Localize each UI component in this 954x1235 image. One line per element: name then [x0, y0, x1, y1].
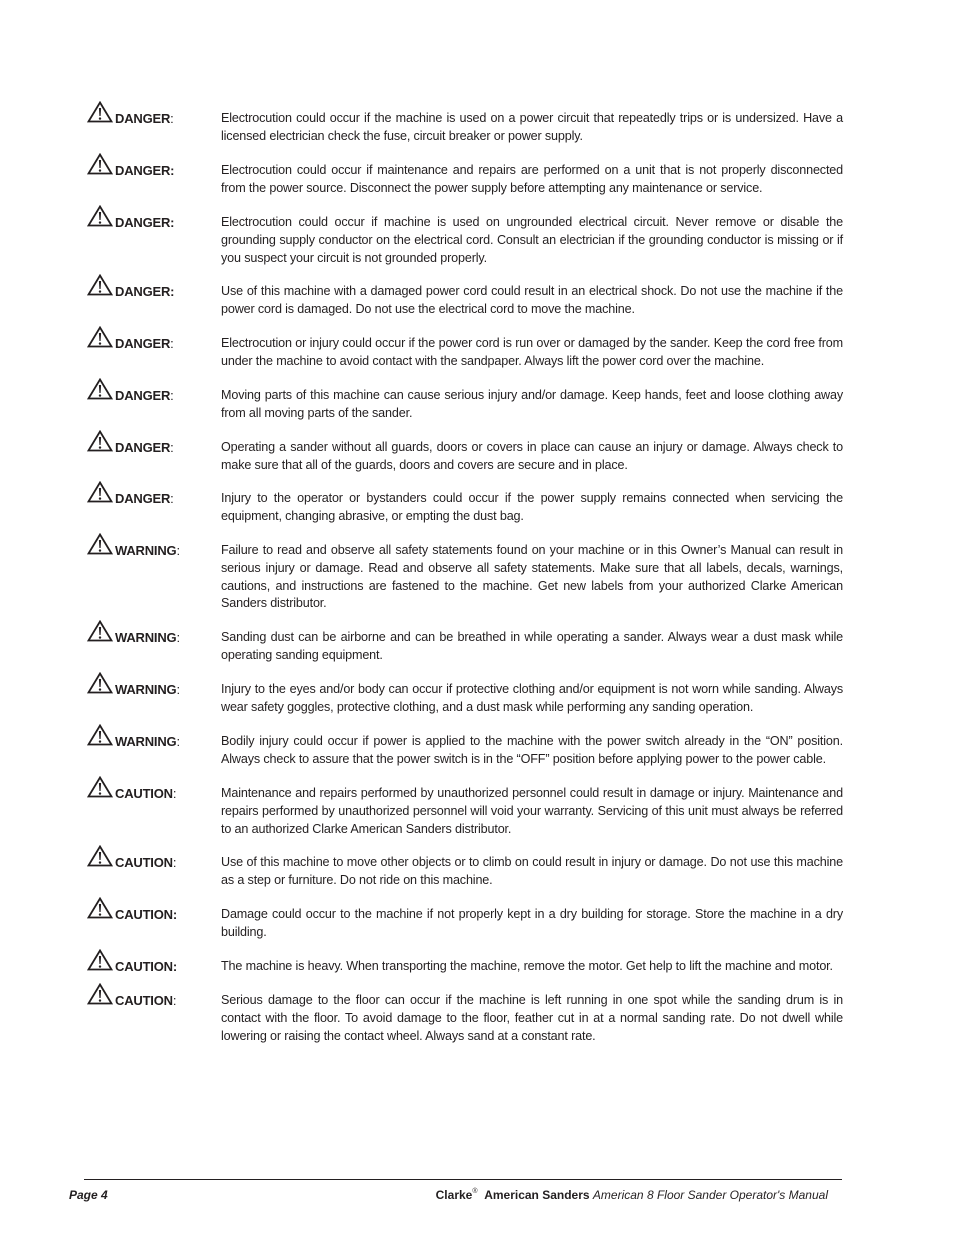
statement-label	[87, 490, 174, 508]
statement-text: Moving parts of this machine can cause serious injury and/or damage. Keep hands, feet and loose clothing away from all moving parts of the sander.	[221, 388, 843, 420]
signal-colon: :	[172, 855, 177, 870]
signal-colon: :	[176, 543, 181, 558]
statement-label	[87, 542, 180, 560]
signal-word: CAUTION:	[115, 907, 177, 922]
signal-word: CAUTION:	[115, 959, 177, 974]
statement-label	[87, 958, 177, 976]
statement-text: Bodily injury could occur if power is applied to the machine with the power switch already in the “ON” position. Always check to assure that the power switch is in the “OFF” position before applying power to the power cable.	[221, 734, 843, 766]
page-number: Page 4	[69, 1188, 108, 1202]
statement-text: The machine is heavy. When transporting the machine, remove the motor. Get help to lift the machine and motor.	[221, 959, 833, 973]
statement-label	[87, 906, 177, 924]
statement-text: Failure to read and observe all safety statements found on your machine or in this Owner’s Manual can result in serious injury or damage. Read and observe all safety statements. Make sure that all labels, decals, warnings, cautions, and instructions are fastened to the machine. Get new labels from your authorized Clarke American Sanders distributor.	[221, 543, 843, 611]
warning-triangle-icon	[87, 326, 113, 348]
warning-triangle-icon	[87, 430, 113, 452]
signal-colon: :	[170, 491, 174, 506]
signal-word: WARNING	[115, 682, 177, 697]
warning-triangle-icon	[87, 620, 113, 642]
signal-word: DANGER	[115, 440, 171, 455]
signal-word: DANGER	[115, 111, 171, 126]
statement-label	[87, 283, 174, 301]
warning-triangle-icon	[87, 378, 113, 400]
signal-colon: :	[172, 786, 177, 801]
statement-text: Electrocution could occur if the machine is used on a power circuit that repeatedly trips or is undersized. Have a licensed electrician check the fuse, circuit breaker or power supply.	[221, 111, 843, 143]
statement-text: Electrocution could occur if machine is used on ungrounded electrical circuit. Never remove or disable the grounding supply conductor on the electrical cord. Consult an electrician if the grounding conductor is missing or if you suspect your circuit is not grounded properly.	[221, 215, 843, 265]
signal-word: WARNING	[115, 630, 177, 645]
signal-word: CAUTION	[115, 993, 173, 1008]
registered-mark: ®	[472, 1188, 478, 1195]
signal-word: CAUTION	[115, 855, 173, 870]
statement-text: Maintenance and repairs performed by unauthorized personnel could result in damage or injury. Maintenance and repairs performed by unauthorized personnel will void your warranty. Servicing of this unit must always be referred to an authorized Clarke American Sanders distributor.	[221, 786, 843, 836]
warning-triangle-icon	[87, 672, 113, 694]
signal-word: WARNING	[115, 734, 177, 749]
warning-triangle-icon	[87, 776, 113, 798]
statement-label	[87, 110, 174, 128]
statement-text: Use of this machine with a damaged power cord could result in an electrical shock. Do not use the machine if the power cord is damaged. Do not use the electrical cord to move the machine.	[221, 284, 843, 316]
warning-triangle-icon	[87, 724, 113, 746]
warning-triangle-icon	[87, 101, 113, 123]
signal-word: WARNING	[115, 543, 177, 558]
statement-text: Sanding dust can be airborne and can be breathed in while operating a sander. Always wear a dust mask while operating sanding equipment.	[221, 630, 843, 662]
signal-word: CAUTION	[115, 786, 173, 801]
manual-title: American 8 Floor Sander Operator's Manual	[592, 1188, 828, 1202]
footer-rule	[84, 1179, 842, 1180]
statement-text: Serious damage to the floor can occur if the machine is left running in one spot while the sanding drum is in contact with the floor. To avoid damage to the floor, feather cut in at a normal sanding rate. Do not dwell while lowering or raising the contact wheel. Always sand at a constant rate.	[221, 993, 843, 1043]
statement-text: Damage could occur to the machine if not properly kept in a dry building for storage. Store the machine in a dry building.	[221, 907, 843, 939]
signal-word: DANGER	[115, 336, 171, 351]
statement-label	[87, 629, 180, 647]
warning-triangle-icon	[87, 481, 113, 503]
warning-triangle-icon	[87, 533, 113, 555]
statement-label	[87, 733, 180, 751]
signal-colon: :	[176, 630, 181, 645]
statement-text: Electrocution or injury could occur if the power cord is run over or damaged by the sander. Keep the cord free from under the machine to avoid contact with the sandpaper. Always lift the power cord over the machine.	[221, 336, 843, 368]
warning-triangle-icon	[87, 274, 113, 296]
statement-text: Operating a sander without all guards, doors or covers in place can cause an injury or damage. Always check to make sure that all of the guards, doors and covers are secure and in place.	[221, 440, 843, 472]
statement-label	[87, 214, 174, 232]
statement-label	[87, 992, 176, 1010]
statement-label	[87, 785, 176, 803]
statement-label	[87, 439, 174, 457]
statement-label	[87, 681, 180, 699]
signal-word: DANGER	[115, 491, 171, 506]
warning-triangle-icon	[87, 845, 113, 867]
statement-label	[87, 162, 174, 180]
warning-triangle-icon	[87, 153, 113, 175]
statement-text: Electrocution could occur if maintenance and repairs are performed on a unit that is not properly disconnected from the power source. Disconnect the power supply before attempting any maintenance or service.	[221, 163, 843, 195]
statement-text: Use of this machine to move other objects or to climb on could result in injury or damage. Do not use this machine as a step or furniture. Do not ride on this machine.	[221, 855, 843, 887]
warning-triangle-icon	[87, 205, 113, 227]
company-name: American Sanders	[484, 1188, 590, 1202]
signal-word: DANGER:	[115, 284, 175, 299]
statement-label	[87, 854, 176, 872]
signal-colon: :	[176, 734, 181, 749]
warning-triangle-icon	[87, 949, 113, 971]
signal-word: DANGER	[115, 388, 171, 403]
statement-text: Injury to the eyes and/or body can occur if protective clothing and/or equipment is not worn while sanding. Always wear safety goggles, protective clothing, and a dust mask while performing any sanding operation.	[221, 682, 843, 714]
warning-triangle-icon	[87, 983, 113, 1005]
warning-triangle-icon	[87, 897, 113, 919]
brand-name: Clarke	[435, 1188, 473, 1202]
signal-word: DANGER:	[115, 163, 175, 178]
signal-colon: :	[170, 336, 174, 351]
signal-word: DANGER:	[115, 215, 175, 230]
footer-title	[436, 1188, 828, 1202]
statement-label	[87, 335, 174, 353]
signal-colon: :	[170, 440, 174, 455]
statement-label	[87, 387, 174, 405]
signal-colon: :	[172, 993, 177, 1008]
statement-text: Injury to the operator or bystanders could occur if the power supply remains connected when servicing the equipment, changing abrasive, or empting the dust bag.	[221, 491, 843, 523]
signal-colon: :	[170, 388, 174, 403]
signal-colon: :	[170, 111, 174, 126]
signal-colon: :	[176, 682, 181, 697]
